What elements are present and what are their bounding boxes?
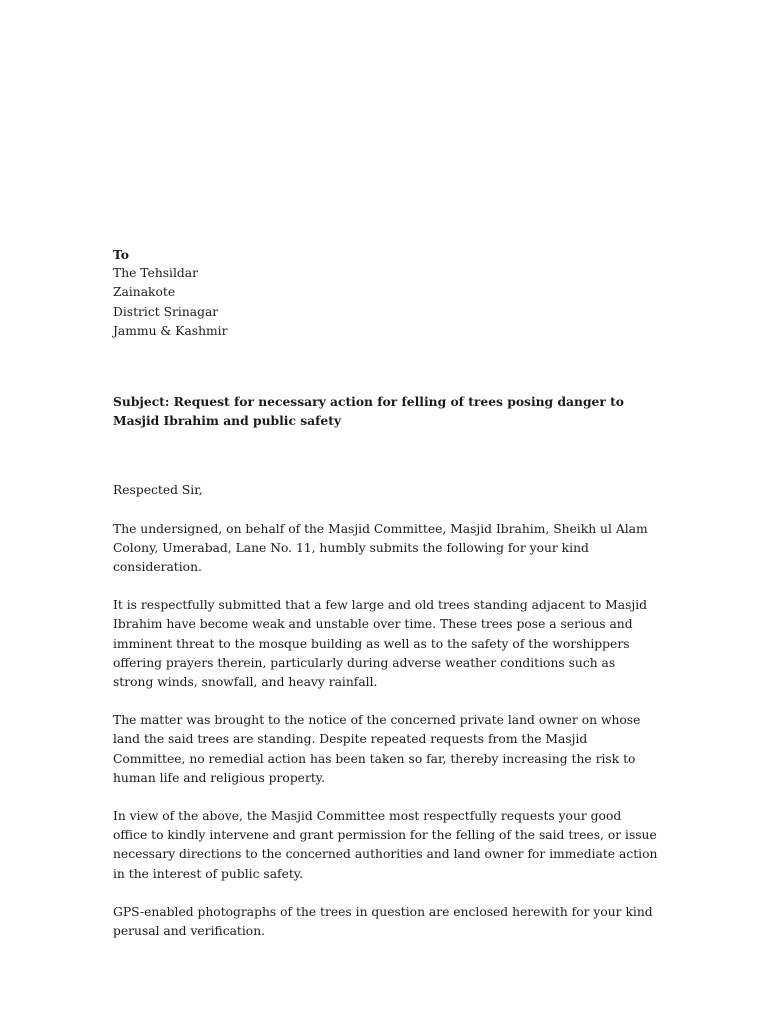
letter-body [113, 245, 658, 941]
letter-subject: Subject: Request for necessary action for felling of trees posing danger to Masjid Ibrahim and public safety [113, 394, 625, 429]
salutation: Respected Sir, [113, 483, 203, 498]
address-line-recipient: The Tehsildar [113, 266, 199, 281]
to-label: To [113, 247, 129, 262]
paragraph-request: In view of the above, the Masjid Committee most respectfully requests your good office to kindly intervene and grant permission for the felling of the said trees, or issue necessary directions to the concerned authorities and land owner for immediate action in the interest of public safety. [113, 809, 658, 881]
address-line-state: Jammu & Kashmir [113, 323, 228, 338]
paragraph-enclosure: GPS-enabled photographs of the trees in question are enclosed herewith for your kind perusal and verification. [113, 904, 653, 939]
address-line-location: Zainakote [113, 285, 176, 300]
recipient-address [113, 264, 658, 341]
paragraph-land-owner: The matter was brought to the notice of the concerned private land owner on whose land the said trees are standing. Despite repeated requests from the Masjid Committee, no remedial action has been taken so far, thereby increasing the risk to human life and religious property. [113, 713, 641, 785]
paragraph-tree-threat: It is respectfully submitted that a few large and old trees standing adjacent to Masjid Ibrahim have become weak and unstable over time. These trees pose a serious and imminent threat to the mosque building as well as to the safety of the worshippers offering prayers therein, particularly during adverse weather conditions such as strong winds, snowfall, and heavy rainfall. [113, 598, 648, 690]
address-line-district: District Srinagar [113, 304, 219, 319]
paragraph-introduction: The undersigned, on behalf of the Masjid Committee, Masjid Ibrahim, Sheikh ul Alam Colony, Umerabad, Lane No. 11, humbly submits the following for your kind consideration. [113, 521, 648, 575]
